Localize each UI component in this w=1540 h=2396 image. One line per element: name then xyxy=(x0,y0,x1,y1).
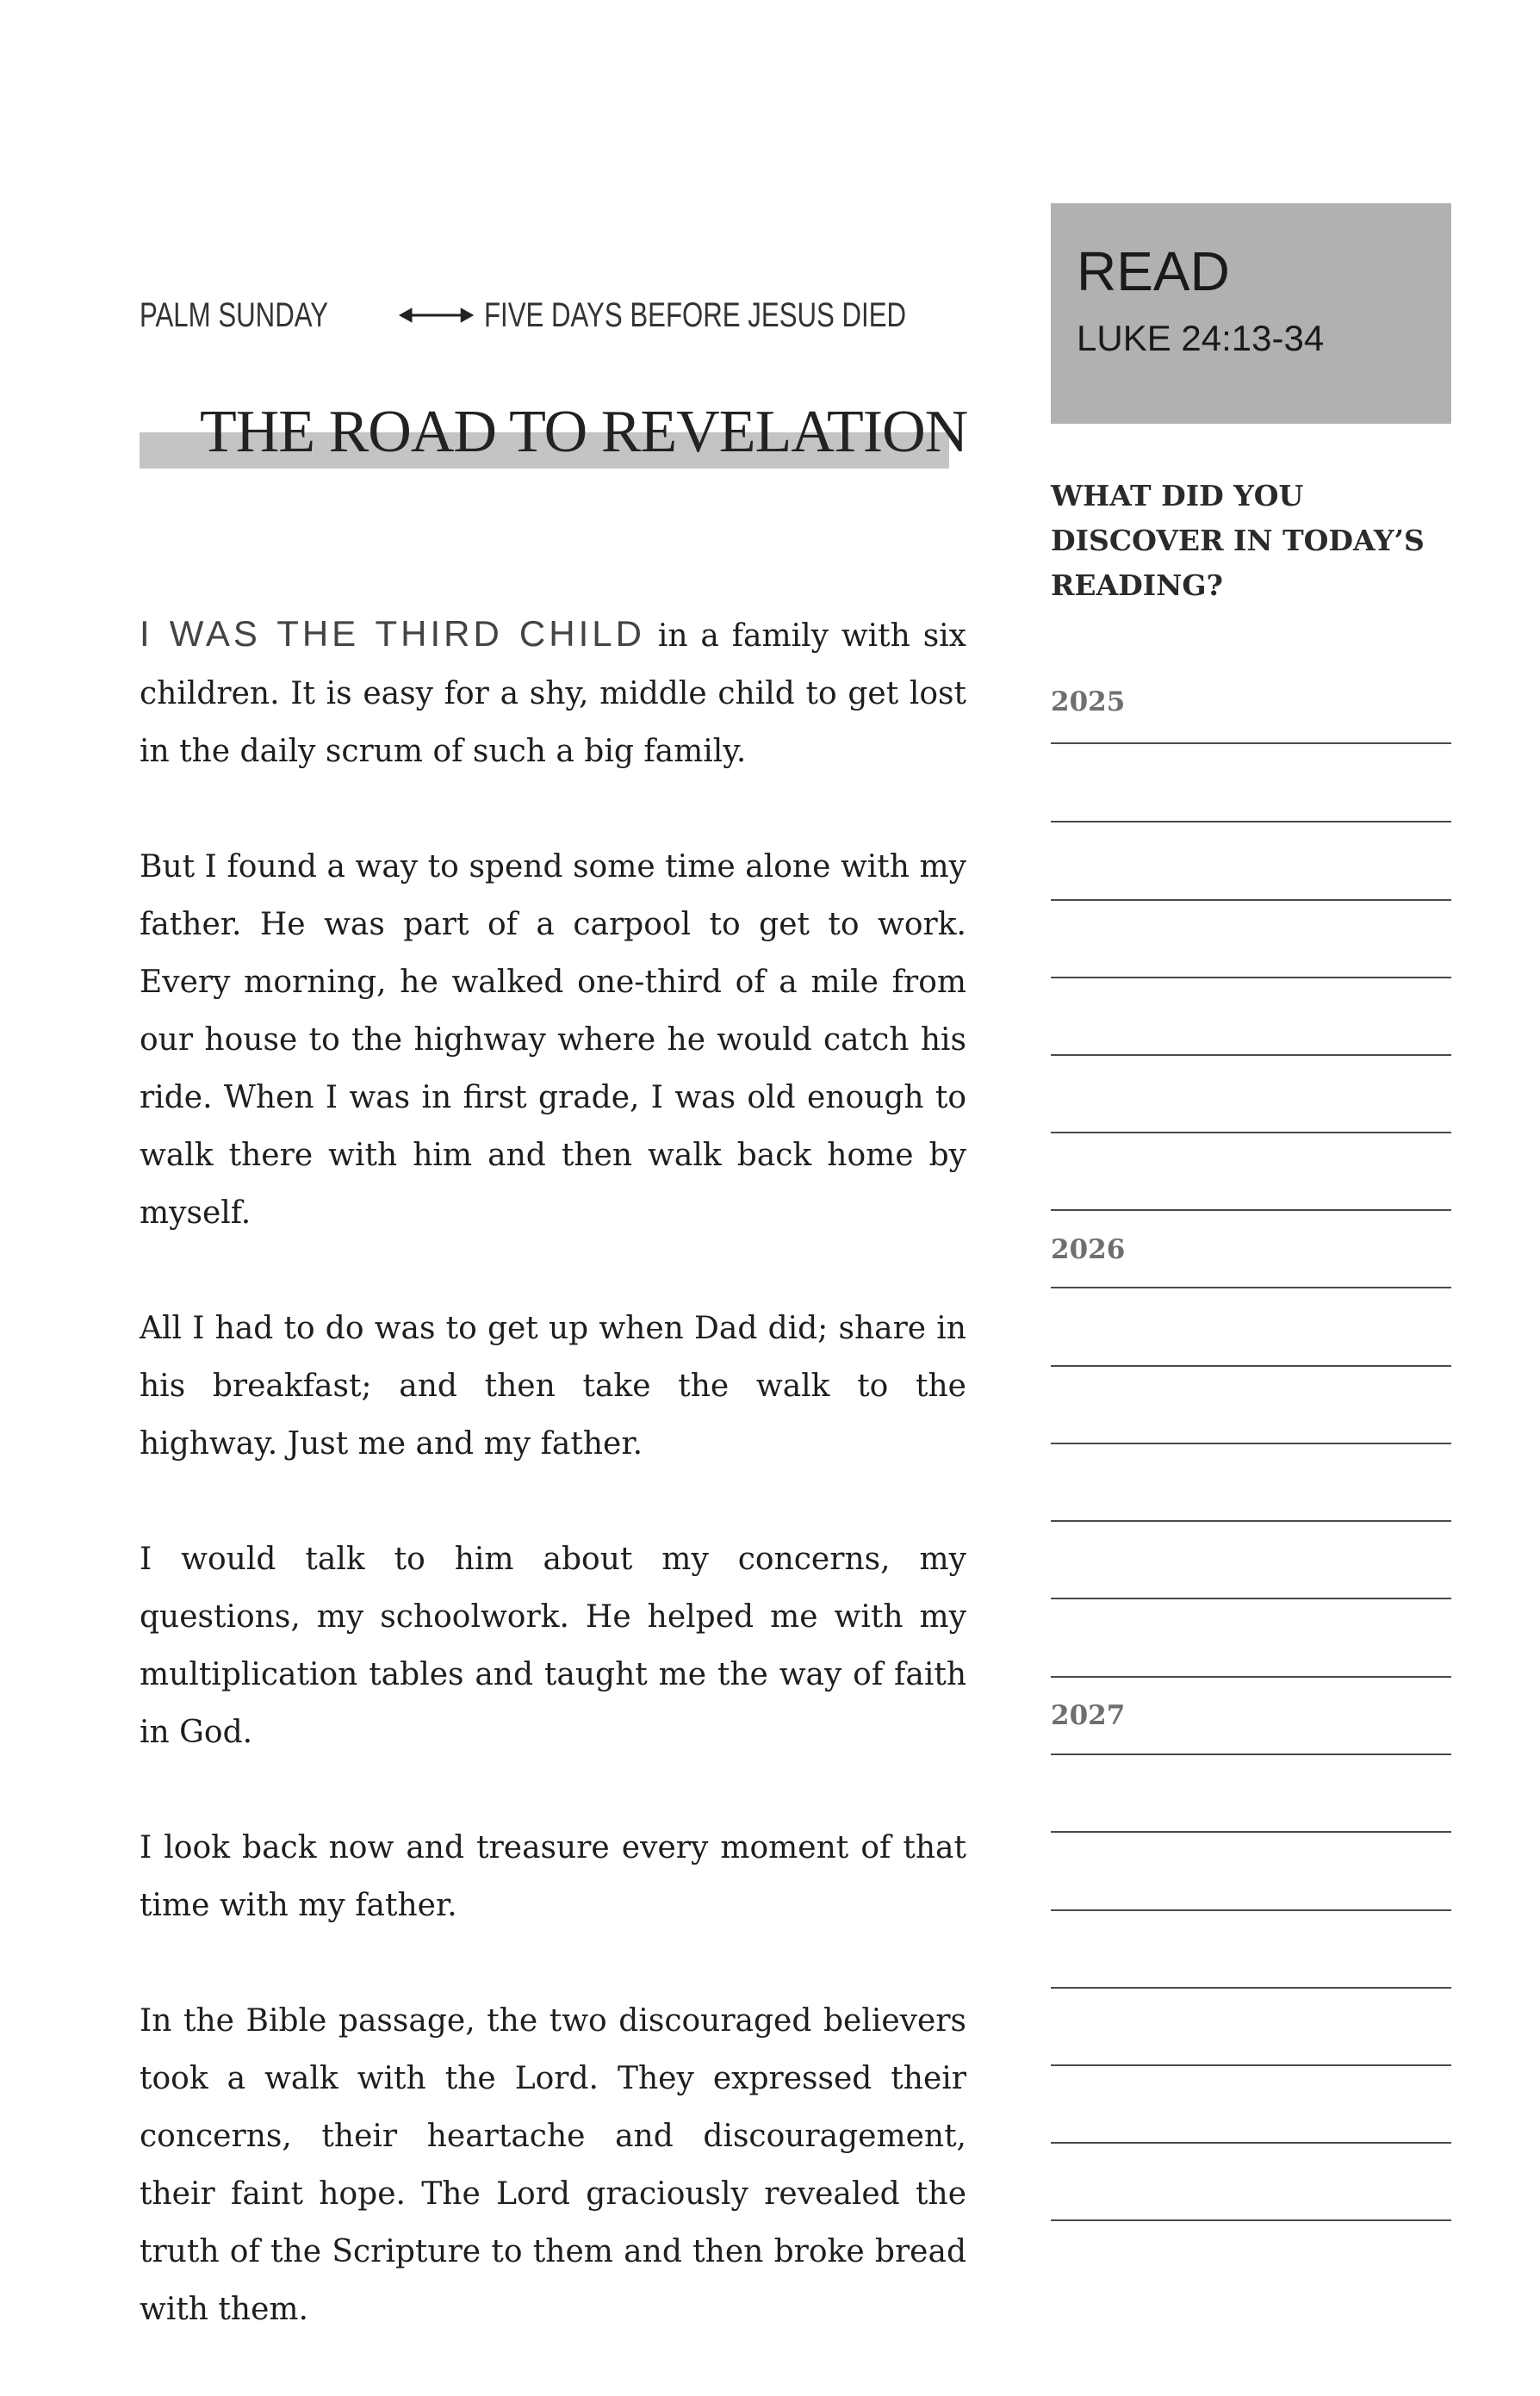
paragraph-4: I would talk to him about my concerns, my questions, my schoolwork. He helped me with my multiplication tables and taught me the way of faith in God. xyxy=(140,1542,966,1750)
journal-line[interactable] xyxy=(1051,1598,1451,1599)
paragraph-5: I look back now and treasure every moment of that time with my father. xyxy=(140,1830,966,1923)
journal-line[interactable] xyxy=(1051,2142,1451,2144)
journal-line[interactable] xyxy=(1051,1132,1451,1133)
journal-line[interactable] xyxy=(1051,977,1451,978)
paragraph-1-text: in a family with six children. It is easy for a shy, middle child to get lost in the daily scrum of such a big family. xyxy=(140,618,966,769)
page-title: THE ROAD TO REVELATION xyxy=(200,399,968,465)
journal-line[interactable] xyxy=(1051,1831,1451,1833)
journal-line[interactable] xyxy=(1051,1909,1451,1911)
journal-line[interactable] xyxy=(1051,1443,1451,1444)
paragraph-3: All I had to do was to get up when Dad did; share in his breakfast; and then take the walk to the highway. Just me and my father. xyxy=(140,1311,966,1462)
read-label: READ xyxy=(1077,240,1230,302)
reflection-question: WHAT DID YOU DISCOVER IN TODAY’S READING? xyxy=(1051,479,1425,602)
year-label-2027: 2027 xyxy=(1051,1700,1126,1731)
paragraph-6: In the Bible passage, the two discouraged believers took a walk with the Lord. They expressed their concerns, their heartache and discouragement, their faint hope. The Lord graciously revealed the truth of the Scripture to them and then broke bread with them. xyxy=(140,2003,966,2327)
paragraph-2: But I found a way to spend some time alone with my father. He was part of a carpool to get to work. Every morning, he walked one-third of a mile from our house to the highway where he would catch his ride. When I was in first grade, I was old enough to walk there with him and then walk back home by myself. xyxy=(140,849,966,1231)
kicker-line xyxy=(140,289,907,341)
journal-line[interactable] xyxy=(1051,2219,1451,2221)
title-block xyxy=(140,389,968,475)
journal-lines xyxy=(1051,0,1451,2380)
year-label-2026: 2026 xyxy=(1051,1234,1126,1265)
paragraph-1 xyxy=(140,605,966,780)
double-arrow-icon xyxy=(399,302,474,328)
journal-line[interactable] xyxy=(1051,1754,1451,1755)
journal-line[interactable] xyxy=(1051,899,1451,901)
journal-line[interactable] xyxy=(1051,1987,1451,1989)
journal-line[interactable] xyxy=(1051,1365,1451,1367)
article-body xyxy=(140,605,966,2396)
journal-line[interactable] xyxy=(1051,1676,1451,1678)
journal-line[interactable] xyxy=(1051,1209,1451,1211)
lead-in-caps: I WAS THE THIRD CHILD xyxy=(140,613,645,654)
journal-line[interactable] xyxy=(1051,1520,1451,1522)
year-label-2025: 2025 xyxy=(1051,686,1126,717)
journal-line[interactable] xyxy=(1051,2064,1451,2066)
kicker-countdown: FIVE DAYS BEFORE JESUS DIED xyxy=(484,295,907,334)
kicker-day: PALM SUNDAY xyxy=(140,295,329,334)
journal-line[interactable] xyxy=(1051,1054,1451,1056)
journal-line[interactable] xyxy=(1051,742,1451,744)
scripture-reference: LUKE 24:13-34 xyxy=(1077,318,1325,358)
journal-line[interactable] xyxy=(1051,1287,1451,1288)
journal-line[interactable] xyxy=(1051,821,1451,822)
